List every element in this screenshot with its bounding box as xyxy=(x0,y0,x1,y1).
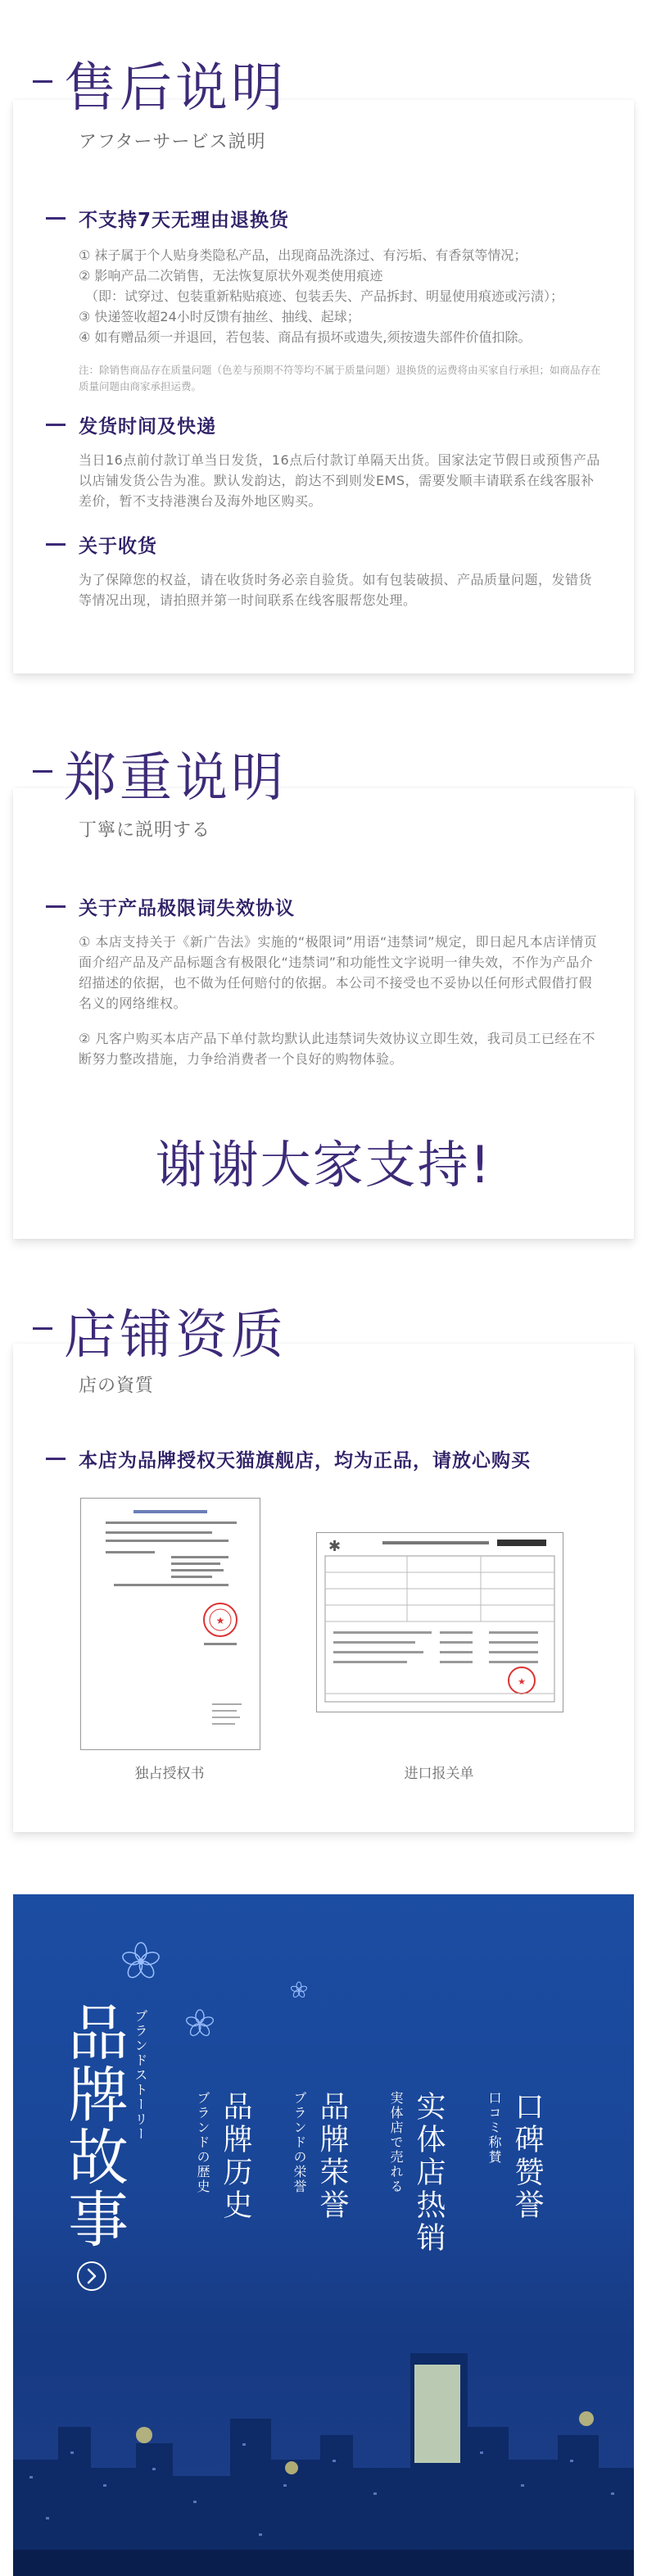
section-dash xyxy=(46,424,66,426)
no-return-rules xyxy=(79,245,603,347)
limit-words-section xyxy=(46,893,603,1069)
qualification-title: 店铺资质 xyxy=(64,1305,287,1366)
shipping-heading: 发货时间及快递 xyxy=(79,416,216,438)
brand-column-reputation[interactable] xyxy=(486,2091,552,2288)
customs-declaration-graphic xyxy=(317,1533,563,1712)
limit-words-para1: ① 本店支持关于《新广告法》实施的“极限词”用语“违禁词”规定，即日起凡本店详情页面介绍产品及产品标题含有极限化“违禁词”和功能性文字说明一律失效，不作为产品介绍描述的依据，也不做为任何赔付的依据。本公司不接受也不妥协以任何形式假借打假名义的网络维权。 xyxy=(79,934,598,1011)
solemn-card xyxy=(13,788,634,1239)
authorization-letter-caption: 独占授权书 xyxy=(134,1766,205,1782)
customs-declaration-caption: 进口报关单 xyxy=(404,1766,474,1782)
brand-column-sub: 実体店で売れる xyxy=(388,2091,404,2194)
section-dash xyxy=(46,905,66,908)
solemn-subtitle: 丁寧に説明する xyxy=(79,820,211,841)
receiving-heading: 关于收货 xyxy=(79,536,157,557)
authorized-heading: 本店为品牌授权天猫旗舰店，均为正品，请放心购买 xyxy=(79,1450,531,1472)
aftersale-card xyxy=(13,100,634,673)
brand-column-store-hot[interactable] xyxy=(388,2091,454,2304)
sakura-icon xyxy=(116,1937,165,1986)
brand-story-title: 品牌故事 xyxy=(58,2001,129,2250)
title-dash xyxy=(33,770,52,773)
aftersale-title: 售后说明 xyxy=(64,58,287,119)
no-return-note: 注：除销售商品存在质量问题（色差与预期不符等均不属于质量问题）退换货的运费将由买家自行承担；如商品存在质量问题由商家承担运费。 xyxy=(79,364,601,392)
brand-column-honor[interactable] xyxy=(292,2091,357,2288)
brand-column-sub: ブランドの歴史 xyxy=(195,2091,210,2194)
customs-declaration-image xyxy=(316,1532,563,1712)
brand-story-banner xyxy=(13,1894,634,2576)
rule-item: ① 袜子属于个人贴身类隐私产品，出现商品洗涤过、有污垢、有香氛等情况； xyxy=(79,247,527,263)
rule-item: ③ 快递签收超24小时反馈有抽丝、抽线、起球； xyxy=(79,309,360,324)
brand-column-title: 品牌历史 xyxy=(219,2091,252,2222)
rule-item: ④ 如有赠品须一并退回，若包装、商品有损坏或遗失,须按遗失部件价值扣除。 xyxy=(79,329,532,345)
section-dash xyxy=(46,217,66,220)
authorization-letter-image xyxy=(80,1498,260,1750)
brand-story-subtitle: ブランドストーリー xyxy=(133,2009,148,2142)
authorized-section xyxy=(46,1445,603,1472)
qualification-card xyxy=(13,1344,634,1832)
rule-item: ② 影响产品二次销售，无法恢复原状外观类使用痕迹 xyxy=(79,268,383,283)
limit-words-para2: ② 凡客户购买本店产品下单付款均默认此违禁词失效协议立即生效，我司员工已经在不断努力整改措施，力争给消费者一个良好的购物体验。 xyxy=(79,1031,595,1067)
section-dash xyxy=(46,543,66,546)
section-dash xyxy=(46,1458,66,1460)
brand-column-history[interactable] xyxy=(195,2091,260,2288)
sakura-icon xyxy=(288,1980,310,2001)
svg-text:✱: ✱ xyxy=(328,1538,342,1555)
title-dash xyxy=(33,80,52,83)
no-return-heading: 不支持7天无理由退换货 xyxy=(79,210,290,231)
shipping-text: 当日16点前付款订单当日发货，16点后付款订单隔天出货。国家法定节假日或预售产品以店铺发货公告为准。默认发韵达，韵达不到则发EMS，需要发顺丰请联系在线客服补差价，暂不支持港澳台及海外地区购买。 xyxy=(79,452,600,509)
limit-words-heading: 关于产品极限词失效协议 xyxy=(79,898,295,919)
thanks-text: 谢谢大家支持! xyxy=(155,1135,492,1195)
brand-column-title: 口碑赞誉 xyxy=(510,2091,544,2222)
qualification-subtitle: 店の資質 xyxy=(79,1376,155,1396)
rule-item: （即：试穿过、包装重新粘贴痕迹、包装丢失、产品拆封、明显使用痕迹或污渍）； xyxy=(79,288,564,304)
authorization-letter-graphic xyxy=(81,1499,260,1749)
brand-column-sub: ブランドの栄誉 xyxy=(292,2091,307,2194)
svg-text:★: ★ xyxy=(215,1615,225,1626)
receiving-text: 为了保障您的权益，请在收货时务必亲自验货。如有包装破损、产品质量问题，发错货等情况出现，请拍照并第一时间联系在线客服帮您处理。 xyxy=(79,572,593,608)
no-return-section xyxy=(46,205,603,395)
brand-column-title: 实体店热销 xyxy=(412,2091,446,2255)
receiving-section xyxy=(46,531,603,610)
circle-chevron-right-icon[interactable] xyxy=(75,2260,108,2293)
aftersale-subtitle: アフターサービス説明 xyxy=(79,132,266,152)
title-dash xyxy=(33,1327,52,1330)
shipping-section xyxy=(46,411,603,511)
svg-text:★: ★ xyxy=(518,1676,526,1687)
brand-column-title: 品牌荣誉 xyxy=(315,2091,349,2222)
brand-column-sub: 口コミ称賛 xyxy=(486,2091,502,2165)
sakura-icon xyxy=(182,2006,218,2042)
solemn-title: 郑重说明 xyxy=(64,748,287,809)
